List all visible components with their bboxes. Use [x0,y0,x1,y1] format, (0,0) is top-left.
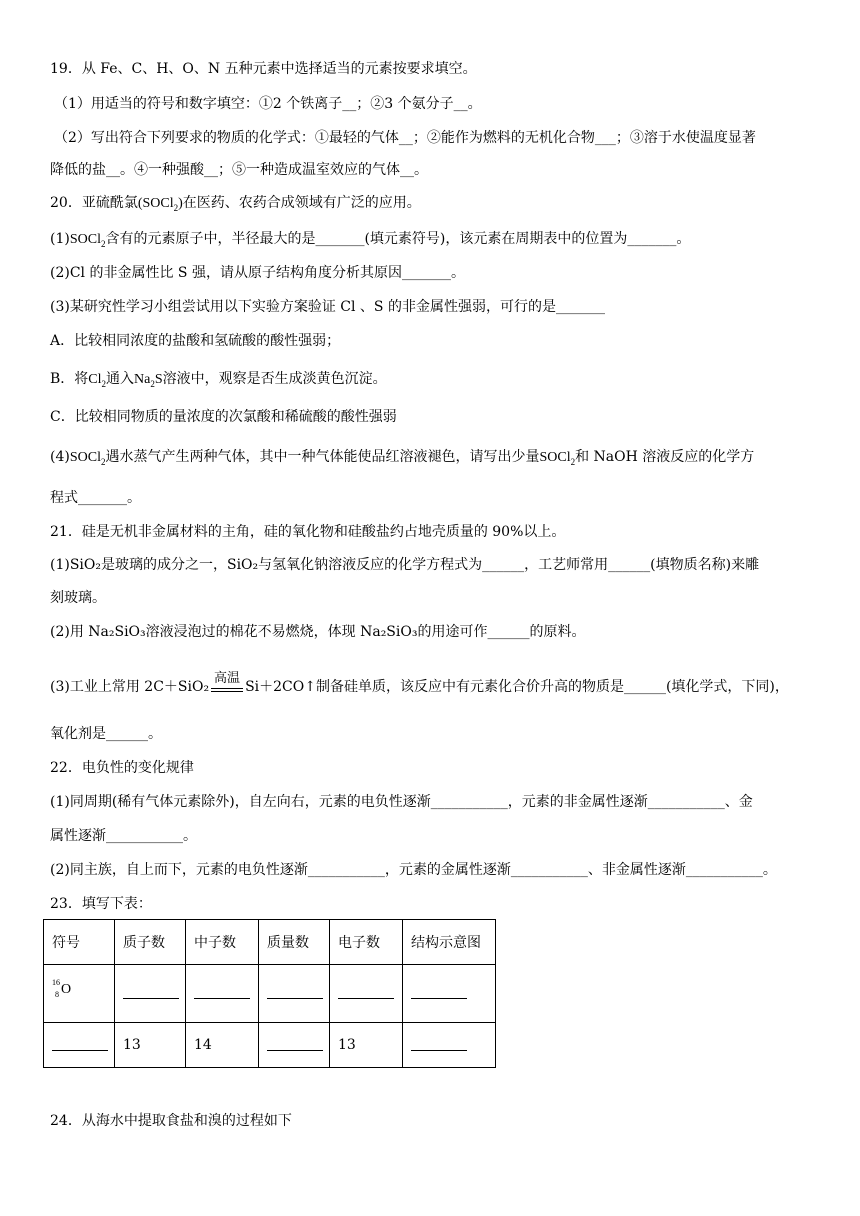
table-cell-blank[interactable] [403,965,496,1023]
q20-option-b: B．将$Cl_2$通入$Na_2S$溶液中，观察是否生成淡黄色沉淀。 [50,371,387,389]
q21-part3-line2: 氧化剂是______。 [50,726,162,742]
reaction-condition-arrow: 高温 [211,677,243,697]
q21-part2: (2)用 Na₂SiO₃溶液浸泡过的棉花不易燃烧，体现 Na₂SiO₃的用途可作______的原料。 [50,624,586,640]
q22-part1-line2: 属性逐渐___________。 [50,828,197,844]
q19-title: 19．从 Fe、C、H、O、N 五种元素中选择适当的元素按要求填空。 [50,61,477,77]
q20-option-a: A．比较相同浓度的盐酸和氢硫酸的酸性强弱； [50,333,341,349]
table-row [44,965,496,1023]
table-cell-blank[interactable] [44,1023,115,1068]
table-cell: 13 [115,1023,186,1068]
table-header: 质量数 [259,920,330,965]
table-cell-blank[interactable] [186,965,259,1023]
table-cell-blank[interactable] [403,1023,496,1068]
q23-title: 23．填写下表： [50,896,152,912]
table-cell-blank[interactable] [259,965,330,1023]
table-cell-blank[interactable] [115,965,186,1023]
table-header-row [44,920,496,965]
table-cell-symbol [44,965,115,1023]
q22-part1-line1: (1)同周期(稀有气体元素除外)，自左向右，元素的电负性逐渐___________，元素的非金属性逐渐___________、金 [50,794,753,810]
q20-part1: (1)SOCl$_2$含有的元素原子中，半径最大的是_______(填元素符号)，该元素在周期表中的位置为_______。 [50,231,691,249]
q20-part4-line2: 程式_______。 [50,490,141,506]
q20-part2: (2)Cl 的非金属性比 S 强，请从原子结构角度分析其原因_______。 [50,265,465,281]
oxygen-isotope-symbol: 16 8 O [52,977,72,999]
q19-part2-line1: （2）写出符合下列要求的物质的化学式：①最轻的气体__；②能作为燃料的无机化合物___；③溶于水使温度显著 [54,130,756,146]
q23-table [43,919,496,1068]
table-cell-blank[interactable] [259,1023,330,1068]
q20-option-c: C．比较相同物质的量浓度的次氯酸和稀硫酸的酸性强弱 [50,409,397,425]
table-header: 电子数 [330,920,403,965]
q20-part4-line1: (4)SOCl$_2$遇水蒸气产生两种气体，其中一种气体能使品红溶液褪色，请写出少量SOCl$_2$和 NaOH 溶液反应的化学方 [50,449,755,467]
q20-title: 20．亚硫酰氯(SOCl$_2$)在医药、农药合成领域有广泛的应用。 [50,195,421,213]
q20-part3: (3)某研究性学习小组尝试用以下实验方案验证 Cl 、S 的非金属性强弱，可行的是_______ [50,299,605,315]
q21-part1-line1: (1)SiO₂是玻璃的成分之一，SiO₂与氢氧化钠溶液反应的化学方程式为______，工艺师常用______(填物质名称)来雕 [50,557,760,573]
q21-part3-line1: (3)工业上常用 2C＋SiO₂ 高温 Si＋2CO↑制备硅单质，该反应中有元素化合价升高的物质是______(填化学式，下同)， [50,671,789,695]
table-row [44,1023,496,1068]
table-header: 结构示意图 [403,920,496,965]
table-header: 中子数 [186,920,259,965]
table-cell: 13 [330,1023,403,1068]
q19-part1: （1）用适当的符号和数字填空：①2 个铁离子__；②3 个氨分子__。 [54,96,482,112]
table-header: 符号 [44,920,115,965]
table-cell: 14 [186,1023,259,1068]
q21-part1-line2: 刻玻璃。 [50,590,106,606]
q21-title: 21．硅是无机非金属材料的主角，硅的氧化物和硅酸盐约占地壳质量的 90%以上。 [50,524,566,540]
q22-title: 22．电负性的变化规律 [50,760,194,776]
q22-part2: (2)同主族，自上而下，元素的电负性逐渐___________，元素的金属性逐渐___________、非金属性逐渐___________。 [50,862,777,878]
table-cell-blank[interactable] [330,965,403,1023]
q24-title: 24．从海水中提取食盐和溴的过程如下 [50,1113,292,1129]
table-header: 质子数 [115,920,186,965]
q19-part2-line2: 降低的盐__。④一种强酸__；⑤一种造成温室效应的气体__。 [50,162,428,178]
